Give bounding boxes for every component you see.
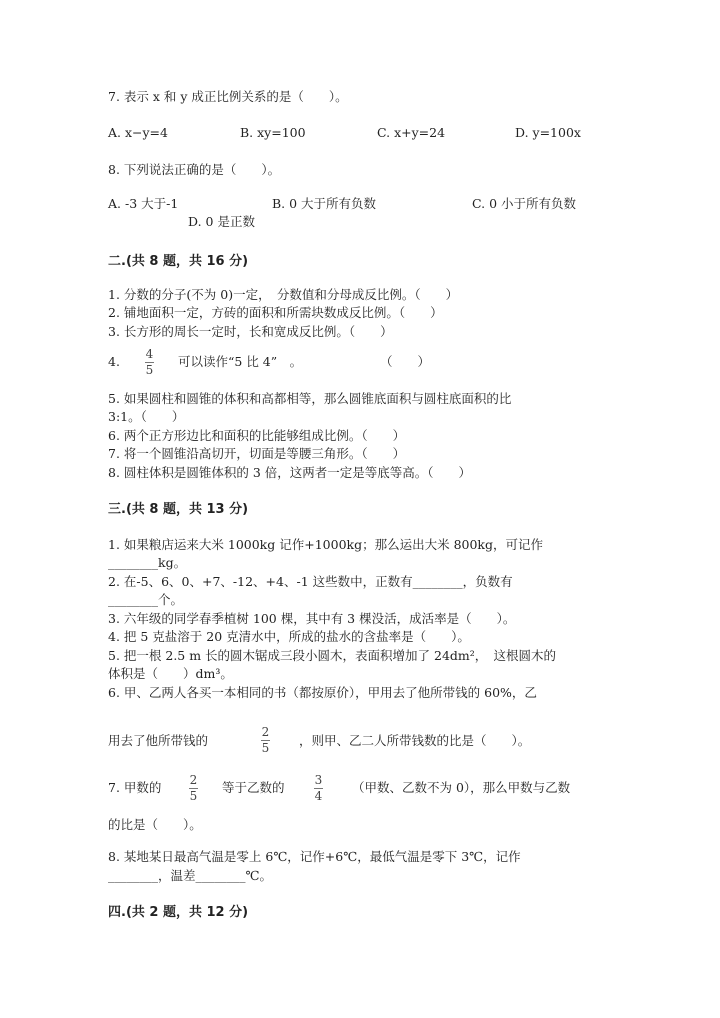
fill-line: 体积是（ ）dm³。 [108, 666, 233, 681]
tf-item: 3:1。（ ） [108, 409, 185, 424]
fill-line: 8. 某地某日最高气温是零上 6℃，记作+6℃，最低气温是零下 3℃，记作 [108, 849, 521, 864]
tf-item-4-number: 4. [108, 354, 120, 369]
fraction-denominator: 5 [189, 789, 198, 803]
fill-line: 5. 把一根 2.5 m 长的圆木锯成三段小圆木，表面积增加了 24dm²， 这根圆木的 [108, 648, 557, 663]
option-c: C. 0 小于所有负数 [472, 196, 576, 211]
fill-line: 等于乙数的 [222, 780, 285, 795]
option-b: B. xy=100 [240, 125, 306, 140]
fill-line: 1. 如果粮店运来大米 1000kg 记作+1000kg；那么运出大米 800kg，可记作 [108, 537, 544, 552]
fill-line: 用去了他所带钱的 [108, 733, 209, 748]
fraction [189, 774, 198, 803]
tf-item: 6. 两个正方形边比和面积的比能够组成比例。（ ） [108, 428, 406, 443]
fill-line: ________个。 [108, 592, 184, 607]
fraction-denominator: 5 [145, 363, 154, 377]
fill-line: 4. 把 5 克盐溶于 20 克清水中，所成的盐水的含盐率是（ ）。 [108, 629, 470, 644]
fraction [145, 348, 154, 377]
option-b: B. 0 大于所有负数 [272, 196, 377, 211]
tf-item: 2. 铺地面积一定，方砖的面积和所需块数成反比例。（ ） [108, 305, 443, 320]
fraction-denominator: 4 [314, 789, 323, 803]
tf-item: 7. 将一个圆锥沿高切开，切面是等腰三角形。（ ） [108, 446, 406, 461]
fill-line: ________，温差________℃。 [108, 868, 272, 883]
tf-item: 1. 分数的分子(不为 0)一定， 分数值和分母成反比例。（ ） [108, 287, 459, 302]
fill-line: ________kg。 [108, 555, 187, 570]
fraction-numerator: 4 [145, 347, 154, 361]
tf-item: 5. 如果圆柱和圆锥的体积和高都相等，那么圆锥底面积与圆柱底面积的比 [108, 391, 512, 406]
fraction [314, 774, 323, 803]
fraction-numerator: 3 [314, 773, 323, 787]
question-7-stem: 7. 表示 x 和 y 成正比例关系的是（ ）。 [108, 89, 348, 104]
fraction [261, 726, 270, 755]
option-a: A. -3 大于-1 [108, 196, 179, 211]
option-d: D. y=100x [515, 125, 581, 140]
answer-paren: （ ） [380, 354, 431, 369]
fraction-numerator: 2 [189, 773, 198, 787]
fraction-denominator: 5 [261, 741, 270, 755]
fill-line: 7. 甲数的 [108, 780, 162, 795]
fill-line: 的比是（ ）。 [108, 817, 202, 832]
fill-line: 6. 甲、乙两人各买一本相同的书（都按原价），甲用去了他所带钱的 60%，乙 [108, 685, 537, 700]
question-8-stem: 8. 下列说法正确的是（ ）。 [108, 162, 281, 177]
fill-line: ，则甲、乙二人所带钱数的比是（ ）。 [299, 733, 531, 748]
option-d: D. 0 是正数 [188, 214, 255, 229]
option-c: C. x+y=24 [377, 125, 446, 140]
option-a: A. x−y=4 [108, 125, 168, 140]
tf-item: 3. 长方形的周长一定时，长和宽成反比例。（ ） [108, 324, 393, 339]
fill-line: （甲数、乙数不为 0），那么甲数与乙数 [352, 780, 571, 795]
tf-item-4-text: 可以读作“5 比 4” 。 [178, 354, 303, 369]
fill-line: 3. 六年级的同学春季植树 100 棵，其中有 3 棵没活，成活率是（ ）。 [108, 611, 516, 626]
fraction-numerator: 2 [261, 725, 270, 739]
tf-item: 8. 圆柱体积是圆锥体积的 3 倍，这两者一定是等底等高。（ ） [108, 465, 472, 480]
section-4-heading: 四.(共 2 题，共 12 分) [108, 905, 249, 920]
section-3-heading: 三.(共 8 题，共 13 分) [108, 502, 249, 517]
fill-line: 2. 在-5、6、0、+7、-12、+4、-1 这些数中，正数有________，负数有 [108, 574, 513, 589]
section-2-heading: 二.(共 8 题，共 16 分) [108, 254, 249, 269]
